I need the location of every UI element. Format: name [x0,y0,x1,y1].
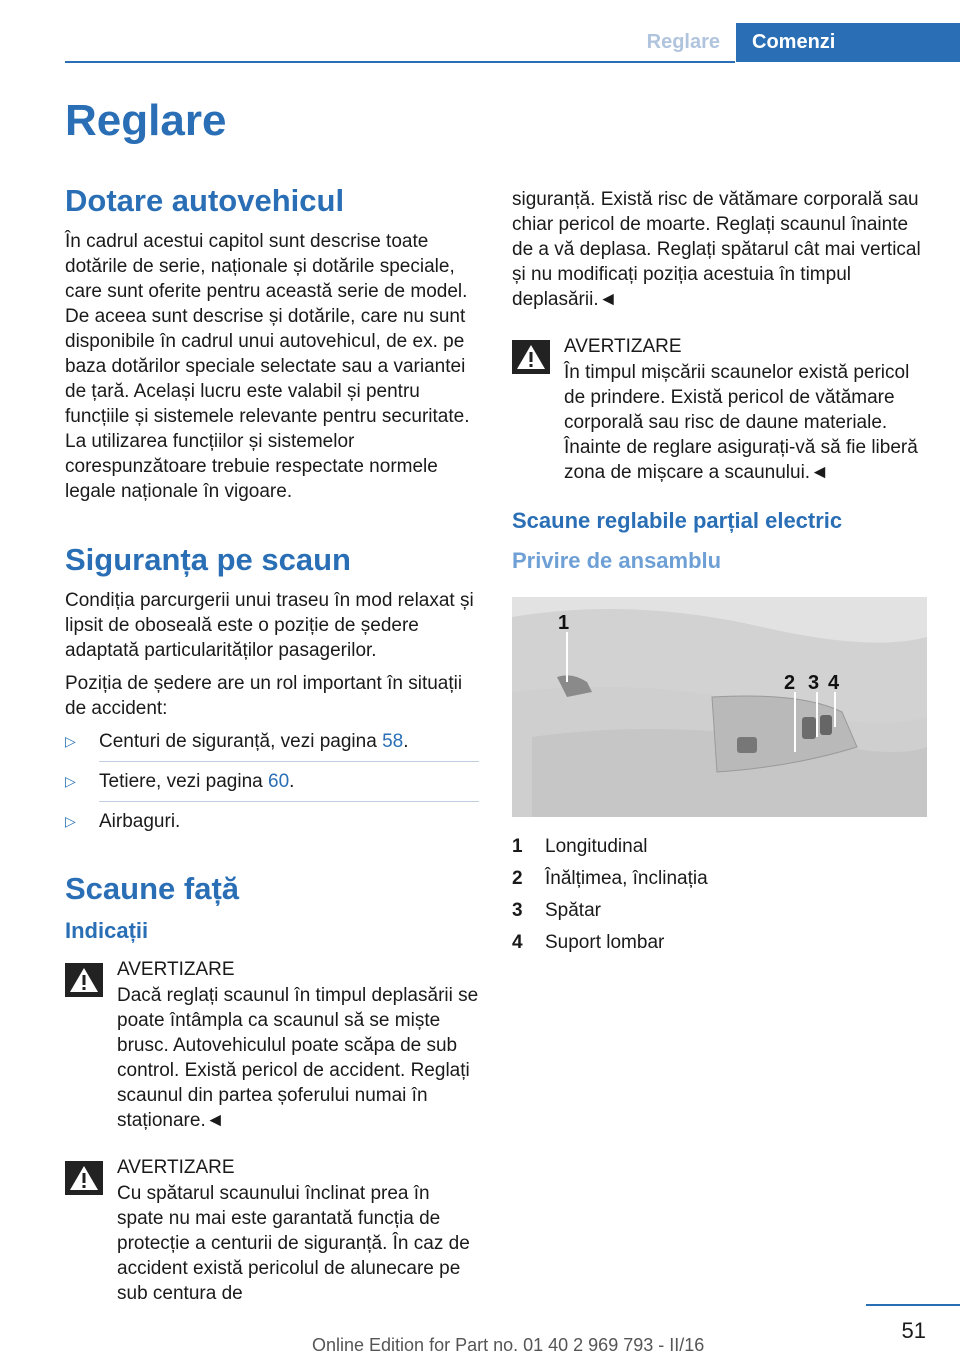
heading-siguranta: Siguranța pe scaun [65,542,351,577]
list-item: ▷ Centuri de siguranță, vezi pagina 58. [65,731,409,752]
warning-label: AVERTIZARE [564,336,682,357]
warning-triangle-icon [65,963,103,997]
figure-legend [512,831,926,959]
warning-triangle-icon [65,1161,103,1195]
seat-illustration [512,597,927,817]
heading-scaune-electric: Scaune reglabile parțial electric [512,508,843,533]
footer-edition: Online Edition for Part no. 01 40 2 969 793 - II/16 [312,1335,705,1355]
warning-label: AVERTIZARE [117,959,235,980]
list-item: ▷ Airbaguri. [65,811,181,832]
figure-label-3: 3 [808,672,820,694]
page-link[interactable]: 60 [268,771,290,792]
legend-item: 3 Spătar [512,900,601,921]
warning-block [65,957,479,1133]
warning-label: AVERTIZARE [117,1157,235,1178]
heading-dotare: Dotare autovehicul [65,183,345,218]
legend-item: 2 Înălțimea, înclinația [512,868,708,889]
page-number: 51 [901,1318,926,1343]
figure-label-4: 4 [828,672,840,694]
heading-scaune-fata: Scaune față [65,871,240,906]
heading-privire-ansamblu: Privire de ansamblu [512,548,722,573]
triangle-bullet-icon: ▷ [65,773,76,789]
footer-rule [866,1304,960,1306]
figure-label-1: 1 [558,612,570,634]
seat-controls-figure [512,597,927,817]
warning-block [65,1155,479,1306]
paragraph-dotare: În cadrul acestui capitol sunt descrise toate dotările de serie, naționale și dotările speciale, care sunt oferite pentru această serie de model. De aceea sunt descrise și dotările, care nu sunt disponibile în cadrul unui autovehicul, de ex. pe baza dotărilor speciale selectate sau a variantei de țară. Același lucru este valabil și pentru funcțiile și sistemele relevante pentru securitate. La utilizarea funcțiilor și sistemelor corespunzătoare trebuie respectate normele legale naționale în vigoare. [65,231,470,502]
header-chapter-tab[interactable]: Comenzi [736,23,960,62]
legend-item: 4 Suport lombar [512,932,665,953]
header-tabs [647,23,960,62]
legend-item: 1 Longitudinal [512,836,648,857]
warning-text: Dacă reglați scaunul în timpul deplasării se poate întâmpla ca scaunul să se miște brusc. Autovehiculul poate scăpa de sub control. Există pericol de accident. Reglați scaunul din partea șoferului numai în staționare.◄ [117,985,479,1131]
page-title: Reglare [65,96,227,145]
warning-block [512,334,926,485]
right-column [512,187,926,959]
page-link[interactable]: 58 [382,731,404,752]
paragraph-siguranta-1: Condiția parcurgerii unui traseu în mod relaxat și lipsit de oboseală este o poziție de ședere adaptată particularităților pasagerilor. [65,590,474,661]
header-section-tab[interactable]: Reglare [646,31,720,53]
header-rule [65,61,735,63]
paragraph-siguranta-2: Poziția de ședere are un rol important în situații de accident: [65,673,463,719]
triangle-bullet-icon: ▷ [65,733,76,749]
paragraph-continuation: siguranță. Există risc de vătămare corporală sau chiar pericol de moarte. Reglați scaunul înainte de a vă deplasa. Reglați spătarul cât mai vertical și nu modificați poziția acestuia în timpul deplasării.◄ [512,189,921,310]
left-column [65,183,479,1328]
triangle-bullet-icon: ▷ [65,813,76,829]
list-item: ▷ Tetiere, vezi pagina 60. [65,771,295,792]
safety-list [65,729,479,834]
heading-indicatii: Indicații [65,918,149,943]
figure-label-2: 2 [784,672,796,694]
warning-text: Cu spătarul scaunului înclinat prea în spate nu mai este garantată funcția de protecție a centurii de siguranță. În caz de accident există pericolul de alunecare pe sub centura de [117,1183,470,1304]
warning-text: În timpul mișcării scaunelor există pericol de prindere. Există pericol de vătămare corporală sau risc de daune materiale. Înainte de reglare asigurați-vă să fie liberă zona de mișcare a scaunului.◄ [564,362,918,483]
warning-triangle-icon [512,340,550,374]
